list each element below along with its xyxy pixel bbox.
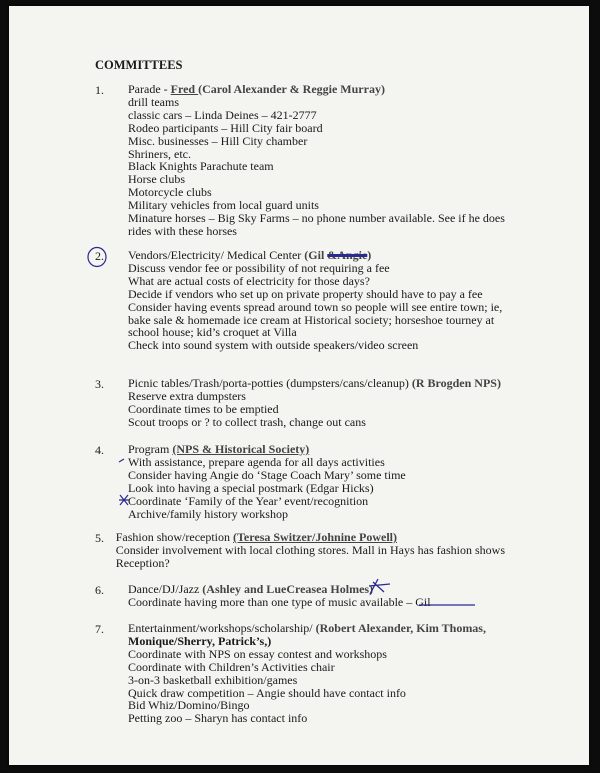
list-item: Consider having Angie do ‘Stage Coach Mary’ some time xyxy=(128,467,406,482)
list-item: Reserve extra dumpsters xyxy=(128,388,246,403)
list-item: Motorcycle clubs xyxy=(128,185,212,200)
section-number: 5. xyxy=(95,531,104,545)
list-item: drill teams xyxy=(128,94,179,109)
list-item: Coordinate with NPS on essay contest and workshops xyxy=(128,646,387,661)
list-item: school house; kid’s croquet at Villa xyxy=(128,325,297,340)
section-number: 6. xyxy=(95,583,104,597)
list-item: Look into having a special postmark (Edgar Hicks) xyxy=(128,480,374,495)
list-item: With assistance, prepare agenda for all days activities xyxy=(128,454,385,469)
list-item: Reception? xyxy=(115,555,170,570)
section-number: 4. xyxy=(95,443,104,457)
list-item: Misc. businesses – Hill City chamber xyxy=(128,133,308,148)
handwritten-underline-mark xyxy=(418,600,478,608)
committee-parade xyxy=(95,83,505,238)
list-item: Archive/family history workshop xyxy=(128,506,288,521)
list-item: Rodeo participants – Hill City fair board xyxy=(128,120,323,135)
page-title: COMMITTEES xyxy=(95,58,183,72)
list-item: Black Knights Parachute team xyxy=(128,159,274,174)
section-title: Program (NPS & Historical Society) xyxy=(128,442,310,456)
list-item: Coordinate times to be emptied xyxy=(128,401,279,416)
section-title: Vendors/Electricity/ Medical Center (Gil &Angie) xyxy=(128,248,372,262)
list-item: Petting zoo – Sharyn has contact info xyxy=(128,711,308,726)
list-item: Bid Whiz/Domino/Bingo xyxy=(128,698,250,713)
list-item: Military vehicles from local guard units xyxy=(128,198,319,213)
list-item: Scout troops or ? to collect trash, change out cans xyxy=(128,414,366,429)
section-number: 1. xyxy=(95,83,104,97)
list-item: Coordinate ‘Family of the Year’ event/recognition xyxy=(128,493,369,508)
list-item: Decide if vendors who set up on private property should have to pay a fee xyxy=(128,286,483,301)
section-title-cont: Monique/Sherry, Patrick’s,) xyxy=(128,633,272,648)
committee-picnic-trash xyxy=(95,377,505,429)
list-item: Consider involvement with local clothing stores. Mall in Hays has fashion shows xyxy=(115,542,505,557)
list-item: Consider having events spread around town so people will see entire town; ie, xyxy=(128,299,503,314)
committee-program xyxy=(95,443,505,520)
list-item: Quick draw competition – Angie should have contact info xyxy=(128,685,406,700)
handwritten-circle-mark xyxy=(86,246,108,268)
section-title: Parade - Fred (Carol Alexander & Reggie Murray) xyxy=(128,82,385,96)
committee-fashion xyxy=(95,531,505,570)
section-title: Fashion show/reception (Teresa Switzer/Johnine Powell) xyxy=(115,530,398,544)
section-number: 2. xyxy=(95,249,104,263)
list-item: What are actual costs of electricity for those days? xyxy=(128,273,370,288)
section-title: Entertainment/workshops/scholarship/ (Robert Alexander, Kim Thomas, xyxy=(128,621,486,635)
section-number: 3. xyxy=(95,377,104,391)
section-title: Dance/DJ/Jazz (Ashley and LueCreasea Holmes) xyxy=(128,582,374,596)
list-item: rides with these horses xyxy=(128,223,237,238)
list-item: bake sale & homemade ice cream at Historical society; horseshoe tourney at xyxy=(128,312,495,327)
list-item: Check into sound system with outside speakers/video screen xyxy=(128,338,419,353)
list-item: Coordinate with Children’s Activities chair xyxy=(128,659,335,674)
section-number: 7. xyxy=(95,622,104,636)
list-item: Shriners, etc. xyxy=(128,146,191,161)
list-item: Horse clubs xyxy=(128,172,185,187)
list-item: Discuss vendor fee or possibility of not requiring a fee xyxy=(128,260,390,275)
committee-vendors xyxy=(95,249,505,352)
handwritten-star-mark xyxy=(118,493,130,507)
list-item: classic cars – Linda Deines – 421-2777 xyxy=(128,107,317,122)
list-item: Minature horses – Big Sky Farms – no phone number available. See if he does xyxy=(128,211,505,226)
committee-entertainment xyxy=(95,622,505,725)
list-item: Coordinate having more than one type of music available – Gil xyxy=(128,594,431,609)
handwritten-star-mark xyxy=(364,576,394,598)
list-item: 3-on-3 basketball exhibition/games xyxy=(128,672,298,687)
section-title: Picnic tables/Trash/porta-potties (dumpsters/cans/cleanup) (R Brogden NPS) xyxy=(128,376,501,390)
handwritten-tick-mark xyxy=(118,456,128,466)
